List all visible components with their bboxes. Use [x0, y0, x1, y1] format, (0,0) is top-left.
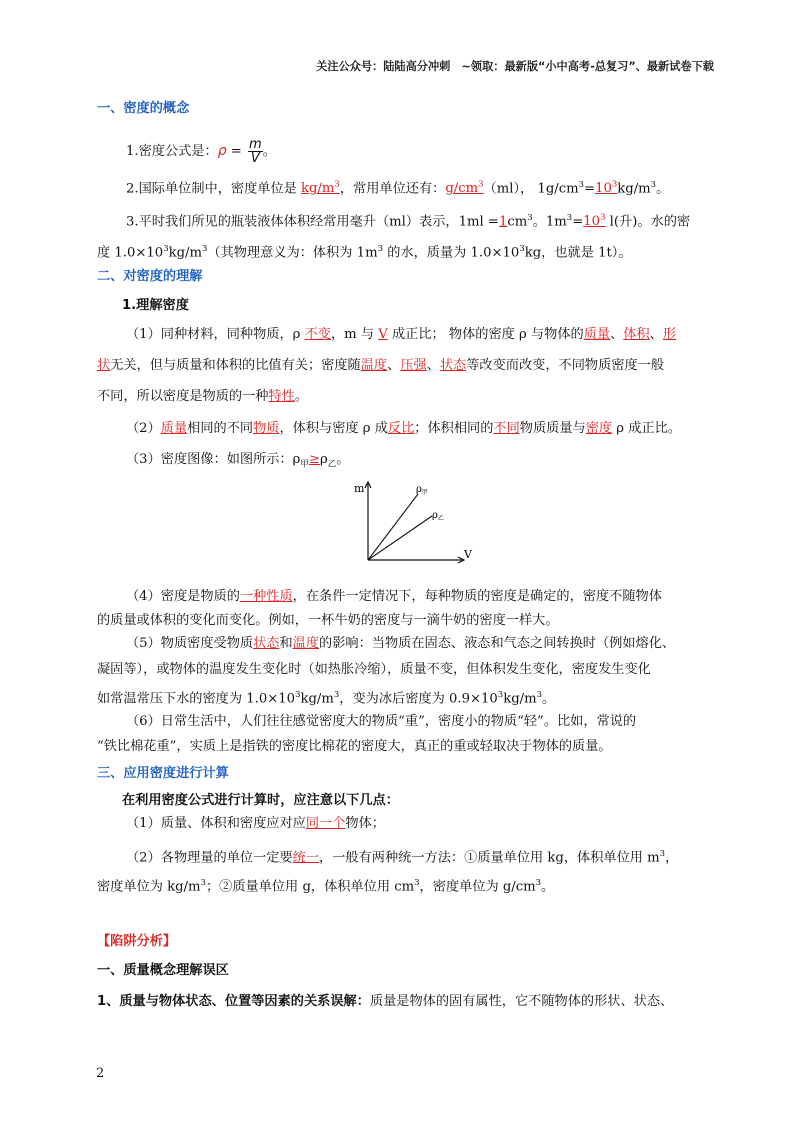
formula-eq: = — [226, 144, 247, 159]
para-5-line-1: （5）物质密度受物质状态和温度的影响：当物质在固态、液态和气态之间转换时（例如熔化、 — [126, 636, 676, 651]
calc-point-2-line-2: 密度单位为 $kg/m^3$；②质量单位用 g，体积单位用 $cm^3$，密度单位为 $g/cm^3$。 — [97, 878, 555, 895]
section-3-title: 三、应用密度进行计算 — [97, 766, 229, 781]
para-1-line-2: 状无关，但与质量和体积的比值有关；密度随温度、压强、状态等改变而改变，不同物质密度一般 — [97, 358, 665, 373]
page-header: 关注公众号：陆陆高分冲刺 ~领取：最新版“小中高考-总复习”、最新试卷下载 — [316, 60, 714, 73]
trap-heading-1: 一、质量概念理解误区 — [97, 963, 229, 978]
para-5-line-2: 凝固等），或物体的温度发生变化时（如热胀冷缩），质量不变，但体积发生变化，密度发生变化 — [97, 662, 651, 677]
trap-heading-2-text: 质量是物体的固有属性，它不随物体的形状、状态、 — [369, 994, 674, 1009]
calc-point-2-line-1: （2）各物理量的单位一定要统一，一般有两种统一方法：①质量单位用 kg，体积单位用 $m^3$， — [126, 849, 679, 866]
section-2-title: 二、对密度的理解 — [97, 269, 203, 284]
line-jia — [368, 494, 418, 560]
si-unit-line: 2.国际单位制中，密度单位是 $kg/m^3$，常用单位还有：$g/cm^3(ml)$， $1g/cm^3=10^3kg/m^3$。 — [126, 180, 670, 197]
page-number: 2 — [96, 1066, 105, 1081]
trap-analysis-title: 【陷阱分析】 — [97, 934, 177, 949]
density-graph — [346, 478, 478, 568]
graph-y-label: m — [354, 482, 365, 495]
formula-rho: ρ — [217, 143, 227, 159]
para-4-line-1: （4）密度是物质的一种性质，在条件一定情况下，每种物质的密度是确定的，密度不随物体 — [126, 589, 662, 604]
calc-point-1: （1）质量、体积和密度应对应同一个物体； — [126, 816, 385, 831]
para-6-line-1: （6）日常生活中，人们往往感觉密度大的物质“重”，密度小的物质“轻”。比如，常说的 — [126, 714, 637, 729]
answer-kgm3: $kg/m^3$ — [301, 180, 340, 197]
trap-heading-2-bold: 1、质量与物体状态、位置等因素的关系误解： — [97, 994, 370, 1009]
density-formula — [126, 137, 710, 166]
ml-unit-line: 3.平时我们所见的瓶装液体体积经常用毫升（ml）表示，$1ml =1cm^3$。$1m^3=10^3$ l(升)。水的密 — [126, 213, 691, 230]
graph-label-yi: $\rho_乙$ — [432, 510, 444, 522]
para-4-line-2: 的质量或体积的变化而变化。例如，一杯牛奶的密度与一滴牛奶的密度一样大。 — [97, 613, 559, 628]
para-1-line-1: （1）同种材料，同种物质，ρ 不变，m 与 V 成正比； 物体的密度 ρ 与物体的质量、体积、形 — [126, 327, 677, 342]
para-2: （2）质量相同的不同物质，体积与密度 ρ 成反比；体积相同的不同物质质量与密度 ρ 成正比。 — [126, 421, 681, 436]
para-6-line-2: “铁比棉花重”，实质上是指铁的密度比棉花的密度大，真正的重或轻取决于物体的质量。 — [97, 739, 612, 754]
answer-10-3-l: $10^3$ — [583, 213, 606, 230]
answer-gcm3: $g/cm^3$ — [445, 180, 484, 197]
section-3-lead: 在利用密度公式进行计算时，应注意以下几点： — [122, 793, 399, 808]
answer-1: 1 — [498, 214, 508, 230]
formula-fraction — [248, 138, 263, 165]
subsection-title: 1.理解密度 — [122, 298, 189, 313]
section-1-title: 一、密度的概念 — [97, 101, 190, 116]
answer-10-3: $10^3$ — [595, 180, 618, 197]
line-yi — [368, 516, 432, 560]
formula-suffix: 。 — [262, 144, 276, 159]
para-1-line-3: 不同，所以密度是物质的一种特性。 — [97, 389, 308, 404]
formula-numerator: m — [249, 137, 262, 152]
graph-x-label: V — [464, 548, 472, 561]
trap-heading-2 — [97, 991, 709, 1013]
graph-label-jia: $\rho_甲$ — [416, 484, 428, 496]
formula-prefix: 1.密度公式是： — [126, 144, 218, 159]
water-density-line: 度 $1.0\times 10^3kg/m^3$（其物理意义为：体积为 $1m^3$ 的水，质量为 $1.0\times 10^3kg$，也就是 1t）。 — [97, 244, 632, 261]
para-3: （3）密度图像：如图所示：$\rho_甲\ge\rho_乙$。 — [126, 452, 350, 470]
formula-denominator: V — [250, 151, 260, 166]
para-5-line-3: 如常温常压下水的密度为 $1.0\times 10^3kg/m^3$，变为冰后密度为 $0.9\times 10^3kg/m^3$。 — [97, 690, 556, 707]
